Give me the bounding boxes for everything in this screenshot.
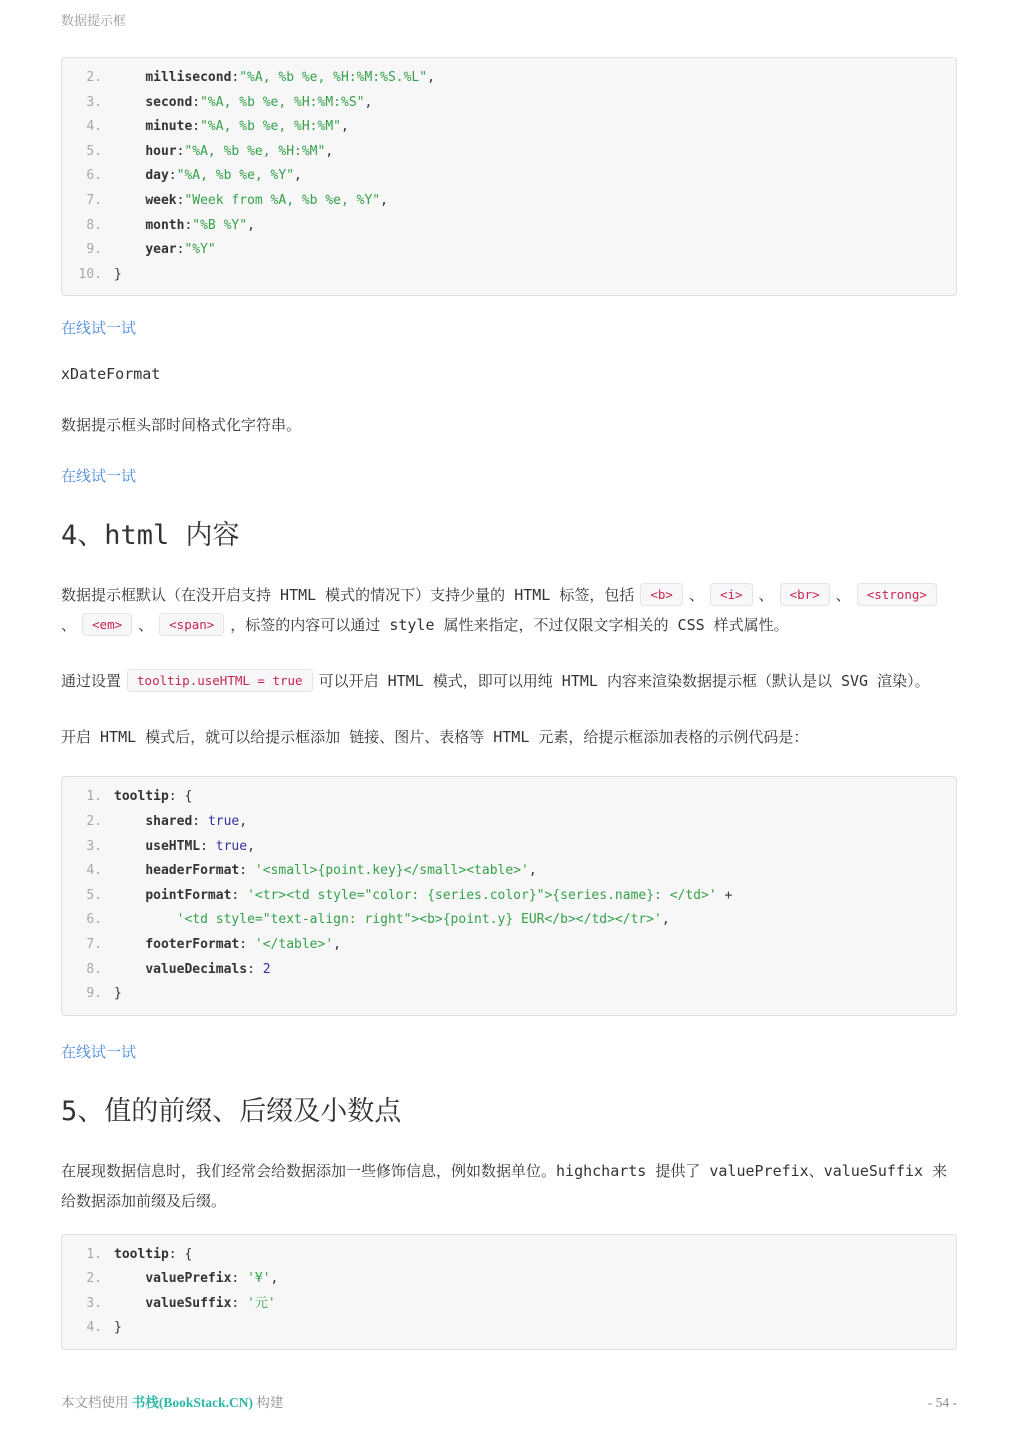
code-text: week:"Week from %A, %b %e, %Y",: [145, 192, 388, 208]
line-number: 7.: [86, 192, 102, 208]
try-online-link[interactable]: 在线试一试: [61, 467, 137, 486]
code-block-table-tooltip: [61, 776, 957, 1015]
inline-code-chip: <span>: [159, 613, 224, 636]
code-text: }: [114, 986, 122, 1002]
code-line: [62, 189, 942, 214]
paragraph-text: ，标签的内容可以通过 style 属性来指定，不过仅限文字相关的 CSS 样式属性。: [230, 616, 789, 635]
line-number: 10.: [78, 266, 102, 282]
code-line: [62, 835, 942, 860]
line-number: 2.: [86, 70, 102, 85]
code-text: second:"%A, %b %e, %H:%M:%S",: [145, 94, 373, 110]
paragraph-text: 数据提示框默认（在没开启支持 HTML 模式的情况下）支持少量的 HTML 标签，包括: [61, 586, 635, 605]
code-text: tooltip: {: [114, 1246, 193, 1262]
code-text: millisecond:"%A, %b %e, %H:%M:%S.%L",: [145, 70, 435, 85]
code-line: [62, 884, 942, 909]
inline-code-chip: <b>: [640, 583, 683, 606]
paragraph-text: 、: [835, 586, 851, 605]
code-line: [62, 982, 942, 1007]
paragraph-text: 可以开启 HTML 模式，即可以用纯 HTML 内容来渲染数据提示框（默认是以 SVG 渲染）。: [318, 672, 930, 691]
code-text: footerFormat: '</table>',: [145, 936, 341, 952]
paragraph-open-html-mode: 开启 HTML 模式后，就可以给提示框添加 链接、图片、表格等 HTML 元素，给提示框添加表格的示例代码是：: [61, 728, 809, 747]
paragraph-text: 通过设置: [61, 672, 122, 691]
code-text: }: [114, 266, 122, 282]
line-number: 3.: [86, 838, 102, 854]
page-header-title: 数据提示框: [61, 14, 127, 29]
code-text: shared: true,: [145, 813, 248, 829]
code-text: headerFormat: '<small>{point.key}</small><table>',: [145, 863, 537, 879]
paragraph-text: 、: [61, 616, 77, 635]
code-text: }: [114, 1320, 122, 1336]
code-block-datetime-formats: [61, 57, 957, 296]
line-number: 1.: [86, 1246, 102, 1262]
code-text: month:"%B %Y",: [145, 217, 255, 233]
line-number: 3.: [86, 1295, 102, 1311]
line-number: 2.: [86, 1271, 102, 1287]
code-line: [62, 115, 942, 140]
code-line: [62, 164, 942, 189]
line-number: 4.: [86, 863, 102, 879]
try-online-link[interactable]: 在线试一试: [61, 1042, 137, 1061]
section-5-heading: 5、值的前缀、后缀及小数点: [61, 1095, 402, 1127]
code-line: [62, 263, 942, 288]
code-line: [62, 810, 942, 835]
code-text: hour:"%A, %b %e, %H:%M",: [145, 143, 334, 159]
inline-code-chip: <i>: [710, 583, 753, 606]
line-number: 8.: [86, 217, 102, 233]
line-number: 5.: [86, 887, 102, 903]
code-text: day:"%A, %b %e, %Y",: [145, 168, 302, 184]
paragraph-text: 、: [688, 586, 704, 605]
line-number: 3.: [86, 94, 102, 110]
section-4-heading: 4、html 内容: [61, 520, 240, 552]
code-line: [62, 214, 942, 239]
code-text: '<td style="text-align: right"><b>{point.y} EUR</b></td></tr>',: [176, 912, 670, 928]
code-line: [62, 958, 942, 983]
code-text: valueDecimals: 2: [145, 961, 271, 977]
code-line: [62, 91, 942, 116]
bookstack-brand-link[interactable]: 书栈(BookStack.CN): [131, 1395, 254, 1410]
xdateformat-description: 数据提示框头部时间格式化字符串。: [61, 416, 302, 435]
line-number: 9.: [86, 242, 102, 258]
paragraph-usehtml: [61, 666, 957, 696]
line-number: 1.: [86, 789, 102, 805]
line-number: 7.: [86, 936, 102, 952]
code-line: [62, 785, 942, 810]
code-text: useHTML: true,: [145, 838, 255, 854]
try-online-link[interactable]: 在线试一试: [61, 319, 137, 338]
paragraph-text: 、: [758, 586, 774, 605]
line-number: 9.: [86, 986, 102, 1002]
code-block-prefix-suffix: [61, 1234, 957, 1350]
line-number: 6.: [86, 168, 102, 184]
code-line: [62, 1292, 942, 1317]
xdateformat-label: xDateFormat: [61, 365, 161, 384]
footer-prefix: 本文档使用: [61, 1395, 132, 1410]
code-line: [62, 933, 942, 958]
code-line: [62, 1316, 942, 1341]
code-text: year:"%Y": [145, 242, 216, 258]
inline-code-chip: <em>: [82, 613, 132, 636]
code-text: valuePrefix: '¥',: [145, 1271, 279, 1287]
footer-suffix: 构建: [253, 1395, 284, 1410]
code-line: [62, 238, 942, 263]
code-line: [62, 66, 942, 91]
paragraph-text: 、: [138, 616, 154, 635]
code-line: [62, 140, 942, 165]
inline-code-chip: tooltip.useHTML = true: [127, 669, 313, 692]
inline-code-chip: <strong>: [857, 583, 937, 606]
page-number: - 54 -: [927, 1395, 957, 1410]
code-line: [62, 1243, 942, 1268]
code-text: minute:"%A, %b %e, %H:%M",: [145, 119, 349, 135]
line-number: 4.: [86, 1320, 102, 1336]
line-number: 4.: [86, 119, 102, 135]
line-number: 2.: [86, 813, 102, 829]
code-line: [62, 1267, 942, 1292]
paragraph-html-tags: [61, 580, 957, 640]
inline-code-chip: <br>: [780, 583, 830, 606]
footer-build-info: [61, 1394, 283, 1412]
code-text: valueSuffix: '元': [145, 1295, 276, 1311]
line-number: 6.: [86, 912, 102, 928]
line-number: 8.: [86, 961, 102, 977]
code-text: pointFormat: '<tr><td style="color: {series.color}">{series.name}: </td>' +: [145, 887, 733, 903]
page-footer: [61, 1394, 957, 1412]
code-line: [62, 908, 942, 933]
paragraph-prefix-suffix: 在展现数据信息时，我们经常会给数据添加一些修饰信息，例如数据单位。highcharts 提供了 valuePrefix、valueSuffix 来给数据添加前缀及后缀。: [61, 1161, 948, 1210]
code-line: [62, 859, 942, 884]
code-text: tooltip: {: [114, 789, 193, 805]
line-number: 5.: [86, 143, 102, 159]
